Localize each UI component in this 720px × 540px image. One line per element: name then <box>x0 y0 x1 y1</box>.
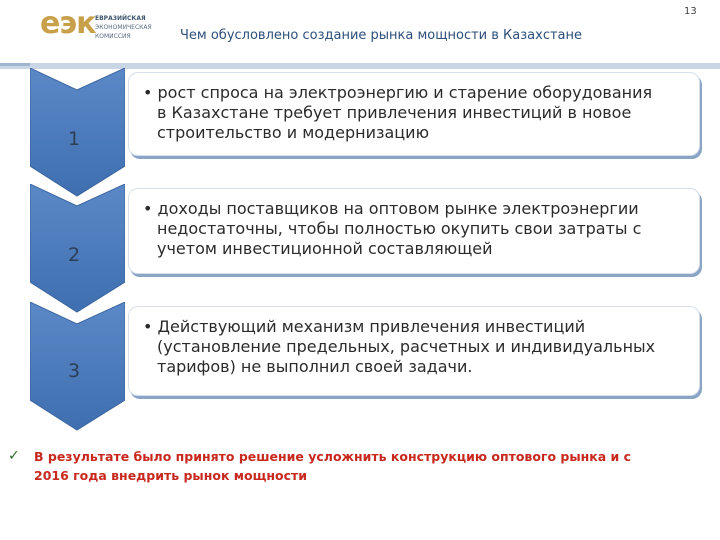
slide-header <box>0 0 720 66</box>
step-number-2: 2 <box>67 244 81 266</box>
checkmark-icon: ✓ <box>8 448 20 464</box>
eec-logo <box>40 6 200 52</box>
step-chevron-3 <box>30 302 125 437</box>
step-1-line-3: строительство и модернизацию <box>157 123 430 142</box>
step-3-line-3: тарифов) не выполнил своей задачи. <box>157 357 473 376</box>
logo-line-2: ЭКОНОМИЧЕСКАЯ <box>95 24 152 31</box>
step-3-line-2: (установление предельных, расчетных и индивидуальных <box>157 337 656 356</box>
page-number: 13 <box>684 6 697 17</box>
page-title: Чем обусловлено создание рынка мощности в Казахстане <box>180 28 582 43</box>
step-text-box-2 <box>128 188 700 274</box>
conclusion-line-2: 2016 года внедрить рынок мощности <box>34 468 308 483</box>
step-number-1: 1 <box>67 128 81 150</box>
step-1-line-2: в Казахстане требует привлечения инвестиций в новое <box>157 103 632 122</box>
step-text-box-3 <box>128 306 700 396</box>
logo-mark: еэк <box>40 6 96 41</box>
header-divider-accent <box>0 63 30 66</box>
logo-line-3: КОМИССИЯ <box>95 33 131 40</box>
step-2-line-1: • доходы поставщиков на оптовом рынке электроэнергии <box>143 199 639 218</box>
step-number-3: 3 <box>67 360 81 382</box>
step-chevron-2 <box>30 184 125 319</box>
step-chevron-1 <box>30 68 125 203</box>
conclusion <box>8 447 708 485</box>
step-text-box-1 <box>128 72 700 156</box>
step-2-line-2: недостаточны, чтобы полностью окупить свои затраты с <box>157 219 642 238</box>
step-1-line-1: • рост спроса на электроэнергию и старение оборудования <box>143 83 653 102</box>
step-2-line-3: учетом инвестиционной составляющей <box>157 239 493 258</box>
step-3-line-1: • Действующий механизм привлечения инвестиций <box>143 317 586 336</box>
logo-line-1: ЕВРАЗИЙСКАЯ <box>95 15 146 22</box>
conclusion-line-1: В результате было принято решение усложнить конструкцию оптового рынка и с <box>34 449 632 464</box>
